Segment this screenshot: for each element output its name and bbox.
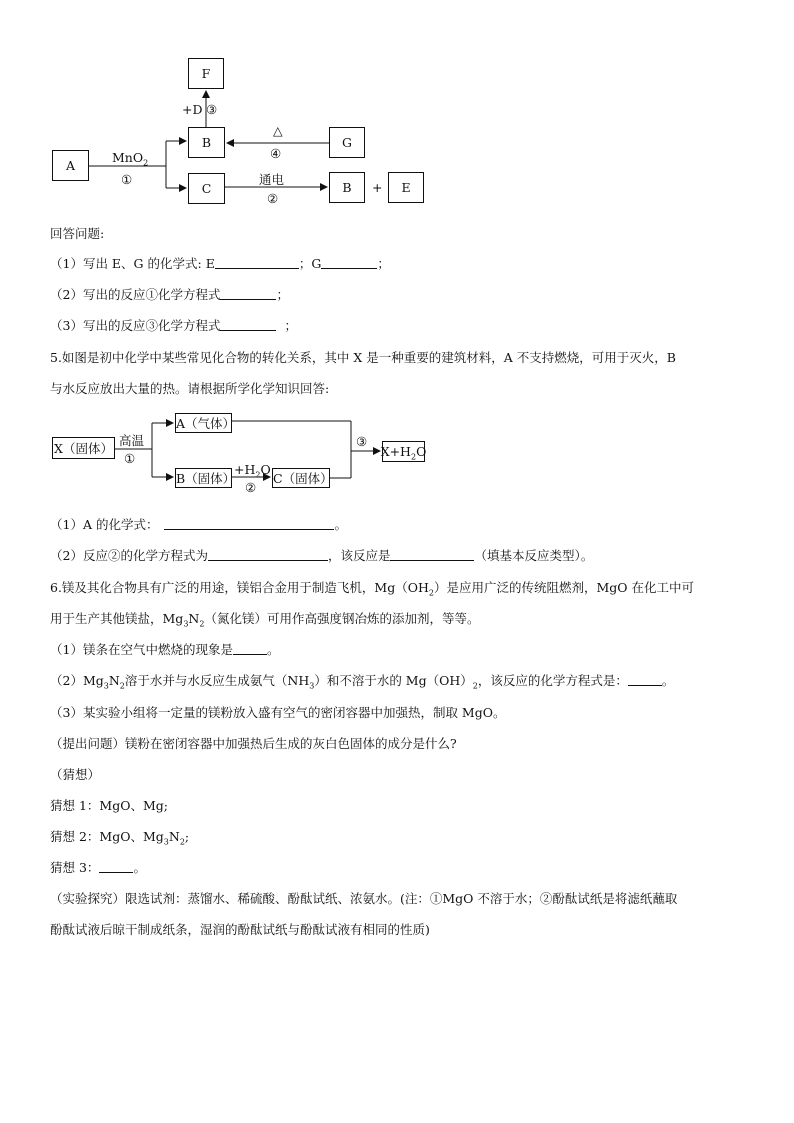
answer-blank-combustion[interactable] xyxy=(233,642,267,655)
q6-explore-line2: 酚酞试液后晾干制成纸条，湿润的酚酞试纸与酚酞试液有相同的性质) xyxy=(50,922,430,937)
electrolysis-label: 通电 xyxy=(259,172,285,187)
node-c-solid xyxy=(272,468,333,488)
node-product-label: $X+H_2O$ xyxy=(380,444,427,462)
node-a-gas-label: A（气体） xyxy=(176,416,236,431)
q6-part2: $(2)Mg_3N_2$溶于水并与水反应生成氨气$(NH_3)$和不溶于水的 $Mg(OH)_2$，该反应的化学方程式是： 。 xyxy=(50,673,675,691)
answer-blank-guess-3[interactable] xyxy=(99,860,133,873)
answer-blank-a-formula[interactable] xyxy=(164,517,334,530)
q6-guess-1: 猜想 1：MgO、Mg; xyxy=(50,798,168,813)
q6-guess-2: 猜想 2：MgO、$Mg_3N_2$; xyxy=(50,829,190,847)
reaction-3-label-2: ③ xyxy=(356,434,368,449)
answer-blank-mg3n2-equation[interactable] xyxy=(628,673,662,686)
heat-triangle-icon: △ xyxy=(273,123,283,138)
q6-stem-line1: 6.镁及其化合物具有广泛的用途，镁铝合金用于制造飞机，$Mg(OH_2)$是应用广泛的传统阻燃剂，MgO 在化工中可 xyxy=(50,580,695,598)
q4-part2: （2）写出的反应①化学方程式 ； xyxy=(50,287,289,302)
node-b-solid xyxy=(175,468,236,488)
reaction-1-label: ① xyxy=(121,172,133,187)
q6-guess-3: 猜想 3： 。 xyxy=(50,860,146,875)
q6-part1: （1）镁条在空气中燃烧的现象是 。 xyxy=(50,642,280,657)
q4-part3: （3）写出的反应③化学方程式 ； xyxy=(50,318,297,333)
q5-stem-line2: 与水反应放出大量的热。请根据所学化学知识回答: xyxy=(50,381,330,396)
node-a-label: A xyxy=(65,158,76,173)
mno2-label: MnO$_2$ xyxy=(112,150,149,168)
plus-d-label: +D xyxy=(182,102,203,117)
node-b-solid-label: B（固体） xyxy=(176,471,236,486)
node-a-gas xyxy=(175,413,236,433)
answer-blank-reaction-2-equation[interactable] xyxy=(208,548,328,561)
node-b-top-label: B xyxy=(201,135,212,150)
q6-part3: （3）某实验小组将一定量的镁粉放入盛有空气的密闭容器中加强热，制取 MgO。 xyxy=(50,705,506,720)
reaction-2-label: ② xyxy=(267,191,279,206)
plus-water-label: $+H_2O$ xyxy=(234,462,271,480)
node-x-solid xyxy=(52,437,115,459)
node-c-solid-label: C（固体） xyxy=(273,471,333,486)
node-product xyxy=(382,441,425,462)
reaction-3-label: ③ xyxy=(206,102,218,117)
answer-blank-reaction-type[interactable] xyxy=(390,548,474,561)
node-g-label: G xyxy=(342,135,352,150)
q5-part2: （2）反应②的化学方程式为 ，该反应是 （填基本反应类型）。 xyxy=(50,548,594,563)
plus-sign: + xyxy=(372,180,383,195)
node-f-label: F xyxy=(201,66,211,81)
q6-guess-heading: （猜想） xyxy=(50,767,101,782)
q6-explore-line1: （实验探究）限选试剂：蒸馏水、稀硫酸、酚酞试纸、浓氨水。(注：①MgO 不溶于水；②酚酞试纸是将滤纸蘸取 xyxy=(50,891,678,906)
reaction-1-label-2: ① xyxy=(124,451,136,466)
q5-stem-line1: 5.如图是初中化学中某些常见化合物的转化关系，其中 X 是一种重要的建筑材料，A 不支持燃烧，可用于灭火，B xyxy=(50,350,676,365)
node-c-label: C xyxy=(201,181,212,196)
high-temp-label: 高温 xyxy=(119,433,145,448)
node-b-right-label: B xyxy=(342,180,352,195)
node-x-solid-label: X（固体） xyxy=(54,441,113,456)
reaction-4-label: ④ xyxy=(270,146,282,161)
q6-stem-line2: 用于生产其他镁盐，$Mg_3N_2$（氮化镁）可用作高强度钢冶炼的添加剂，等等。 xyxy=(50,611,480,629)
q4-part1: （1）写出 E、G 的化学式: E ；G ； xyxy=(50,256,390,271)
reaction-2-label-2: ② xyxy=(245,480,257,495)
q6-raise-question: （提出问题）镁粉在密闭容器中加强热后生成的灰白色固体的成分是什么? xyxy=(50,736,457,751)
node-e-label: E xyxy=(401,180,411,195)
q5-part1: （1）A 的化学式： 。 xyxy=(50,517,347,532)
answer-intro: 回答问题: xyxy=(50,226,105,241)
